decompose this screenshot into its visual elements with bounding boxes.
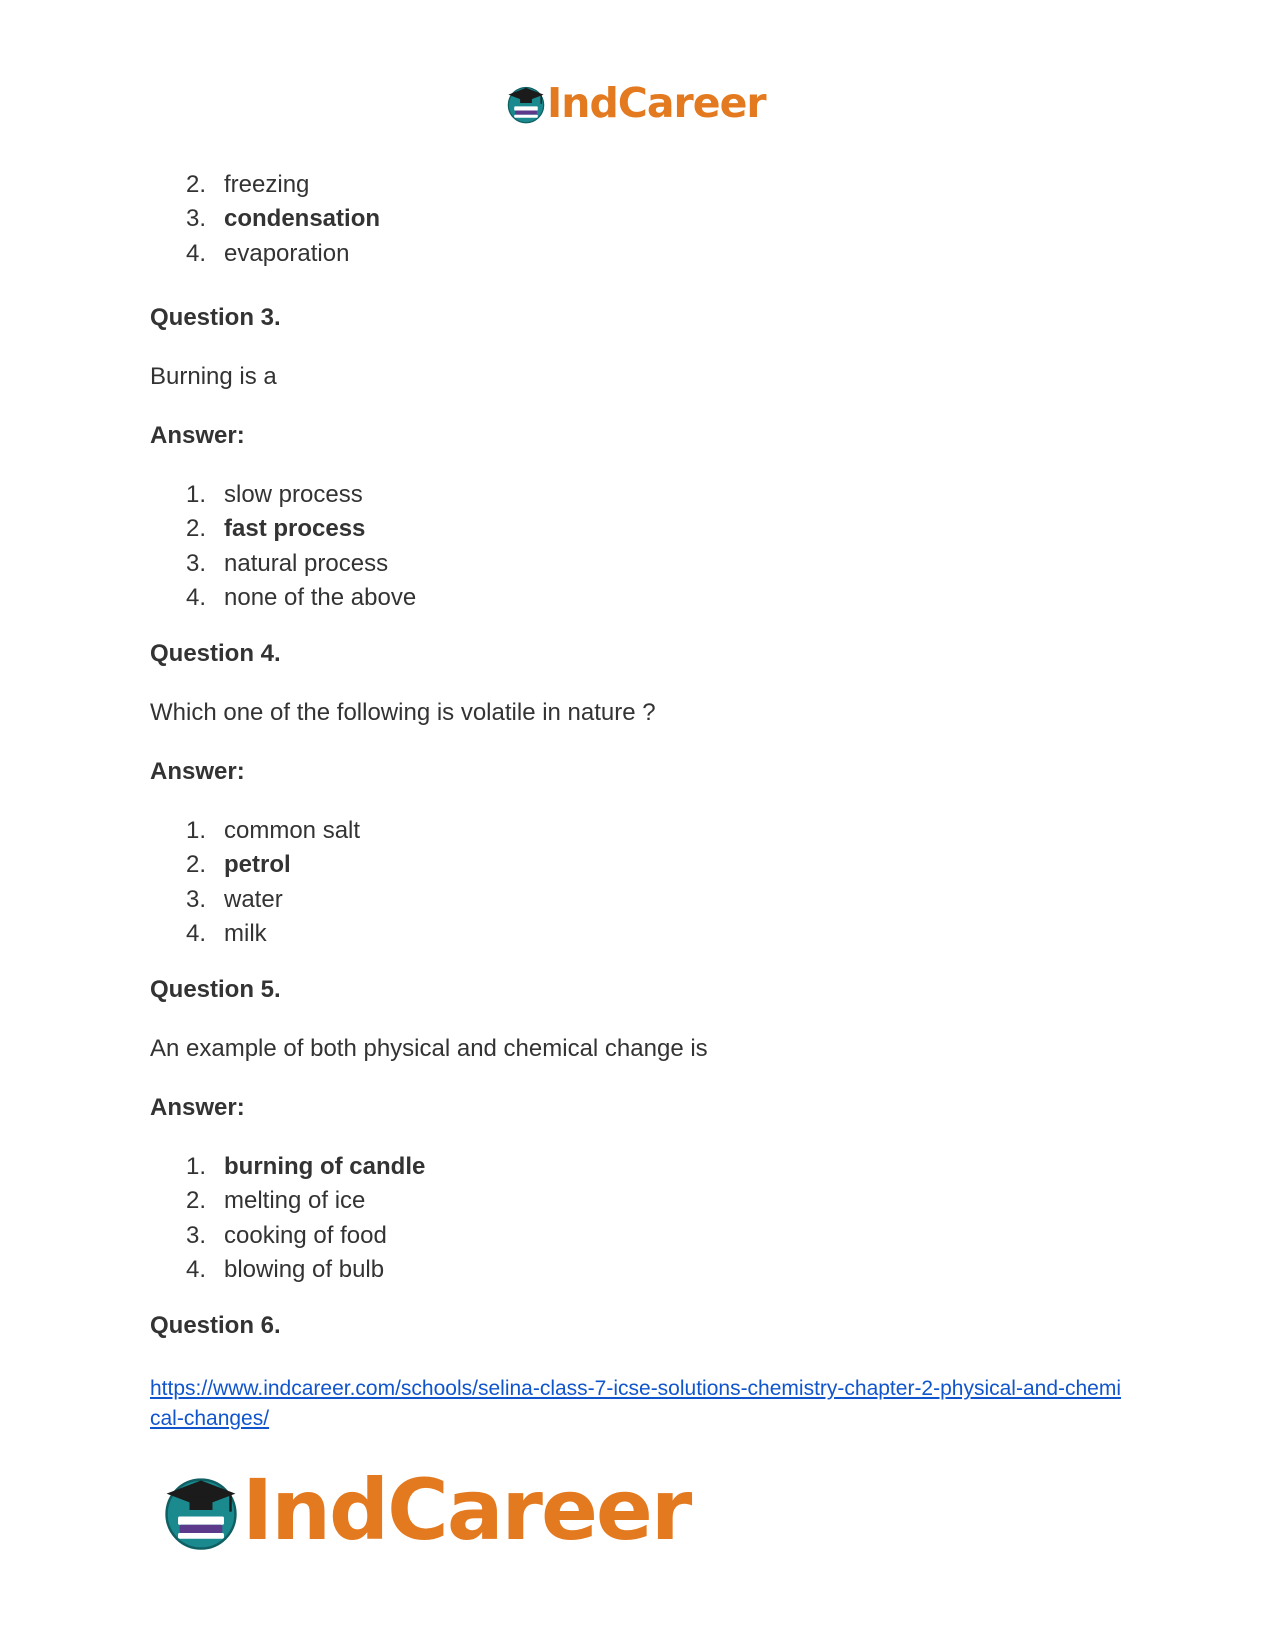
- option-text: common salt: [224, 817, 361, 844]
- option-text: blowing of bulb: [224, 1255, 385, 1283]
- question-heading: Question 6.: [150, 1312, 281, 1339]
- answer-label: Answer:: [150, 422, 245, 449]
- option-number: 4.: [186, 239, 207, 267]
- logo-text: IndCareer: [242, 1461, 691, 1559]
- option-text: melting of ice: [224, 1187, 366, 1215]
- option-number: 4.: [186, 919, 207, 947]
- question-text: An example of both physical and chemical change is: [150, 1035, 708, 1062]
- option-number: 3.: [186, 549, 207, 577]
- question-text: Which one of the following is volatile in nature ?: [150, 699, 656, 726]
- header-logo: [505, 78, 766, 128]
- option-text-correct: petrol: [224, 851, 291, 879]
- option-text-correct: fast process: [224, 515, 366, 543]
- option-number: 1.: [186, 1153, 207, 1180]
- option-number: 2.: [186, 1187, 207, 1215]
- option-text: water: [224, 885, 283, 913]
- option-text: slow process: [224, 481, 363, 508]
- option-number: 1.: [186, 817, 207, 844]
- logo-text: IndCareer: [547, 78, 766, 127]
- option-number: 2.: [186, 171, 207, 198]
- option-number: 4.: [186, 1255, 207, 1283]
- option-text: milk: [224, 919, 267, 947]
- graduation-cap-books-globe-icon: [505, 82, 547, 124]
- option-number: 3.: [186, 1221, 207, 1249]
- option-number: 1.: [186, 481, 207, 508]
- graduation-cap-books-globe-icon: [160, 1469, 242, 1551]
- option-text: freezing: [224, 171, 310, 198]
- option-text: evaporation: [224, 239, 350, 267]
- question-text: Burning is a: [150, 363, 277, 390]
- option-number: 3.: [186, 205, 207, 233]
- option-number: 2.: [186, 851, 207, 879]
- option-number: 3.: [186, 885, 207, 913]
- option-text-correct: condensation: [224, 205, 381, 233]
- source-url-link[interactable]: https://www.indcareer.com/schools/selina-class-7-icse-solutions-chemistry-chapter-2-physical-and-chemical-changes/: [150, 1377, 1122, 1430]
- option-text: natural process: [224, 549, 389, 577]
- answer-label: Answer:: [150, 758, 245, 785]
- answer-label: Answer:: [150, 1094, 245, 1121]
- question-heading: Question 4.: [150, 640, 281, 667]
- option-number: 2.: [186, 515, 207, 543]
- question-heading: Question 3.: [150, 304, 281, 331]
- option-text-correct: burning of candle: [224, 1153, 426, 1180]
- option-text: cooking of food: [224, 1221, 387, 1249]
- footer-logo: [160, 1461, 691, 1559]
- question-heading: Question 5.: [150, 976, 281, 1003]
- option-text: none of the above: [224, 583, 417, 611]
- option-number: 4.: [186, 583, 207, 611]
